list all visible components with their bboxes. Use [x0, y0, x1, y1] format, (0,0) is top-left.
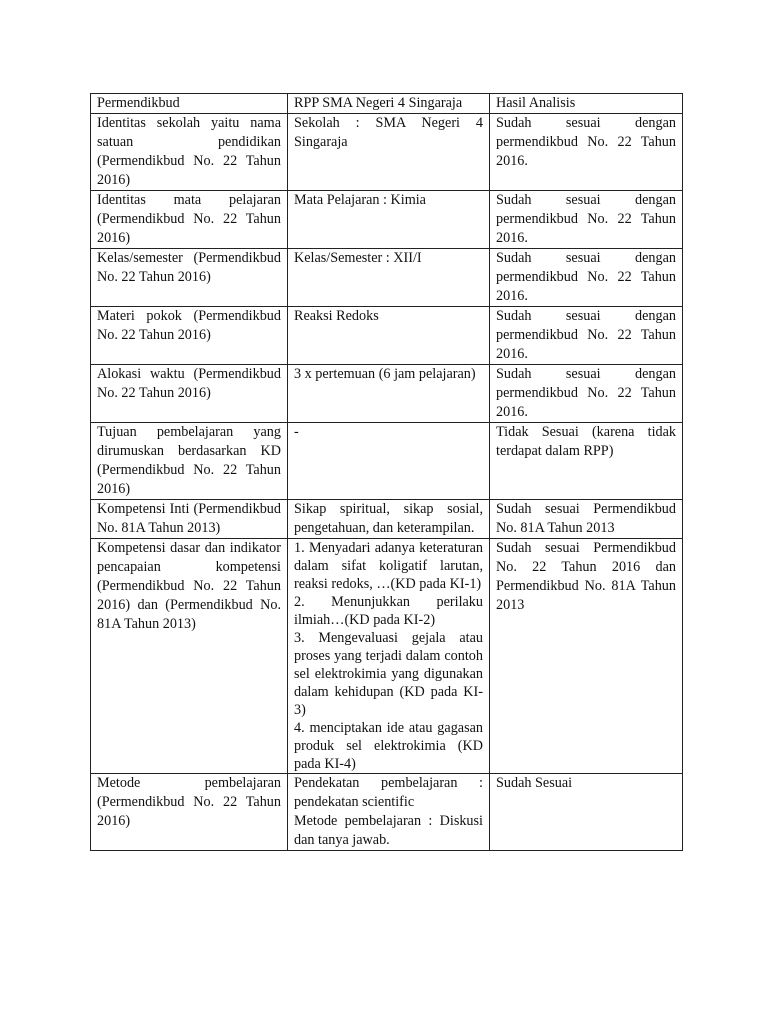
cell-text: Sudah sesuai dengan permendikbud No. 22 Tahun 2016. [496, 308, 676, 362]
hasil-analisis-cell [490, 249, 683, 307]
cell-text: Pendekatan pembelajaran : pendekatan scientific [294, 775, 483, 810]
header-hasil-analisis: Hasil Analisis [490, 94, 683, 114]
rpp-cell [288, 307, 490, 365]
cell-text: Reaksi Redoks [294, 308, 379, 324]
permendikbud-cell [91, 539, 288, 774]
table-row [91, 249, 683, 307]
cell-text: Tujuan pembelajaran yang dirumuskan berdasarkan KD (Permendikbud No. 22 Tahun 2016) [97, 424, 281, 497]
hasil-analisis-cell [490, 500, 683, 539]
table-row [91, 191, 683, 249]
hasil-analisis-cell [490, 539, 683, 774]
cell-text: Materi pokok (Permendikbud No. 22 Tahun 2016) [97, 308, 281, 343]
cell-text: Sudah Sesuai [496, 775, 573, 791]
hasil-analisis-cell [490, 114, 683, 191]
permendikbud-cell [91, 500, 288, 539]
cell-text: Metode pembelajaran (Permendikbud No. 22 Tahun 2016) [97, 775, 281, 829]
table-row [91, 114, 683, 191]
rpp-cell [288, 249, 490, 307]
cell-text: Kelas/semester (Permendikbud No. 22 Tahun 2016) [97, 250, 281, 285]
cell-text: Metode pembelajaran : Diskusi dan tanya jawab. [294, 813, 483, 848]
table-row [91, 423, 683, 500]
cell-text: 1. Menyadari adanya keteraturan dalam sifat koligatif larutan, reaksi redoks, …(KD pada KI-1) [294, 540, 483, 592]
cell-text: Sekolah : SMA Negeri 4 Singaraja [294, 115, 483, 150]
table-header-row [91, 94, 683, 114]
table-row [91, 774, 683, 851]
cell-text: 3. Mengevaluasi gejala atau proses yang terjadi dalam contoh sel elektrokimia yang digunakan dalam kehidupan (KD pada KI-3) [294, 630, 483, 718]
rpp-cell [288, 191, 490, 249]
cell-text: Sikap spiritual, sikap sosial, pengetahuan, dan keterampilan. [294, 501, 483, 536]
permendikbud-cell [91, 365, 288, 423]
cell-text: Identitas mata pelajaran (Permendikbud No. 22 Tahun 2016) [97, 192, 281, 246]
rpp-cell [288, 423, 490, 500]
table-row [91, 307, 683, 365]
permendikbud-cell [91, 423, 288, 500]
cell-text: Sudah sesuai dengan permendikbud No. 22 Tahun 2016. [496, 366, 676, 420]
cell-text: Sudah sesuai dengan permendikbud No. 22 Tahun 2016. [496, 115, 676, 169]
cell-text: Sudah sesuai Permendikbud No. 22 Tahun 2016 dan Permendikbud No. 81A Tahun 2013 [496, 540, 676, 613]
hasil-analisis-cell [490, 423, 683, 500]
header-permendikbud: Permendikbud [91, 94, 288, 114]
cell-text: Sudah sesuai Permendikbud No. 81A Tahun 2013 [496, 501, 676, 536]
rpp-cell [288, 365, 490, 423]
cell-text: Tidak Sesuai (karena tidak terdapat dalam RPP) [496, 424, 676, 459]
analysis-table [90, 93, 683, 851]
rpp-cell [288, 539, 490, 774]
hasil-analisis-cell [490, 307, 683, 365]
rpp-cell [288, 114, 490, 191]
permendikbud-cell [91, 114, 288, 191]
cell-text: Kompetensi Inti (Permendikbud No. 81A Tahun 2013) [97, 501, 281, 536]
cell-text: Sudah sesuai dengan permendikbud No. 22 Tahun 2016. [496, 192, 676, 246]
permendikbud-cell [91, 774, 288, 851]
header-rpp: RPP SMA Negeri 4 Singaraja [288, 94, 490, 114]
cell-text: - [294, 424, 299, 440]
cell-text: Alokasi waktu (Permendikbud No. 22 Tahun 2016) [97, 366, 281, 401]
permendikbud-cell [91, 191, 288, 249]
cell-text: Kompetensi dasar dan indikator pencapaian kompetensi (Permendikbud No. 22 Tahun 2016) dan (Permendikbud No. 81A Tahun 2013) [97, 540, 281, 632]
cell-text: Kelas/Semester : XII/I [294, 250, 422, 266]
table-body [91, 114, 683, 851]
table-row [91, 500, 683, 539]
cell-text: Identitas sekolah yaitu nama satuan pendidikan (Permendikbud No. 22 Tahun 2016) [97, 115, 281, 188]
rpp-cell [288, 500, 490, 539]
cell-text: 3 x pertemuan (6 jam pelajaran) [294, 366, 476, 382]
cell-text: Mata Pelajaran : Kimia [294, 192, 426, 208]
permendikbud-cell [91, 307, 288, 365]
cell-text: 4. menciptakan ide atau gagasan produk sel elektrokimia (KD pada KI-4) [294, 720, 483, 772]
rpp-cell [288, 774, 490, 851]
table-row [91, 365, 683, 423]
permendikbud-cell [91, 249, 288, 307]
hasil-analisis-cell [490, 365, 683, 423]
cell-text: 2. Menunjukkan perilaku ilmiah…(KD pada KI-2) [294, 594, 483, 628]
cell-text: Sudah sesuai dengan permendikbud No. 22 Tahun 2016. [496, 250, 676, 304]
hasil-analisis-cell [490, 774, 683, 851]
table-row [91, 539, 683, 774]
hasil-analisis-cell [490, 191, 683, 249]
